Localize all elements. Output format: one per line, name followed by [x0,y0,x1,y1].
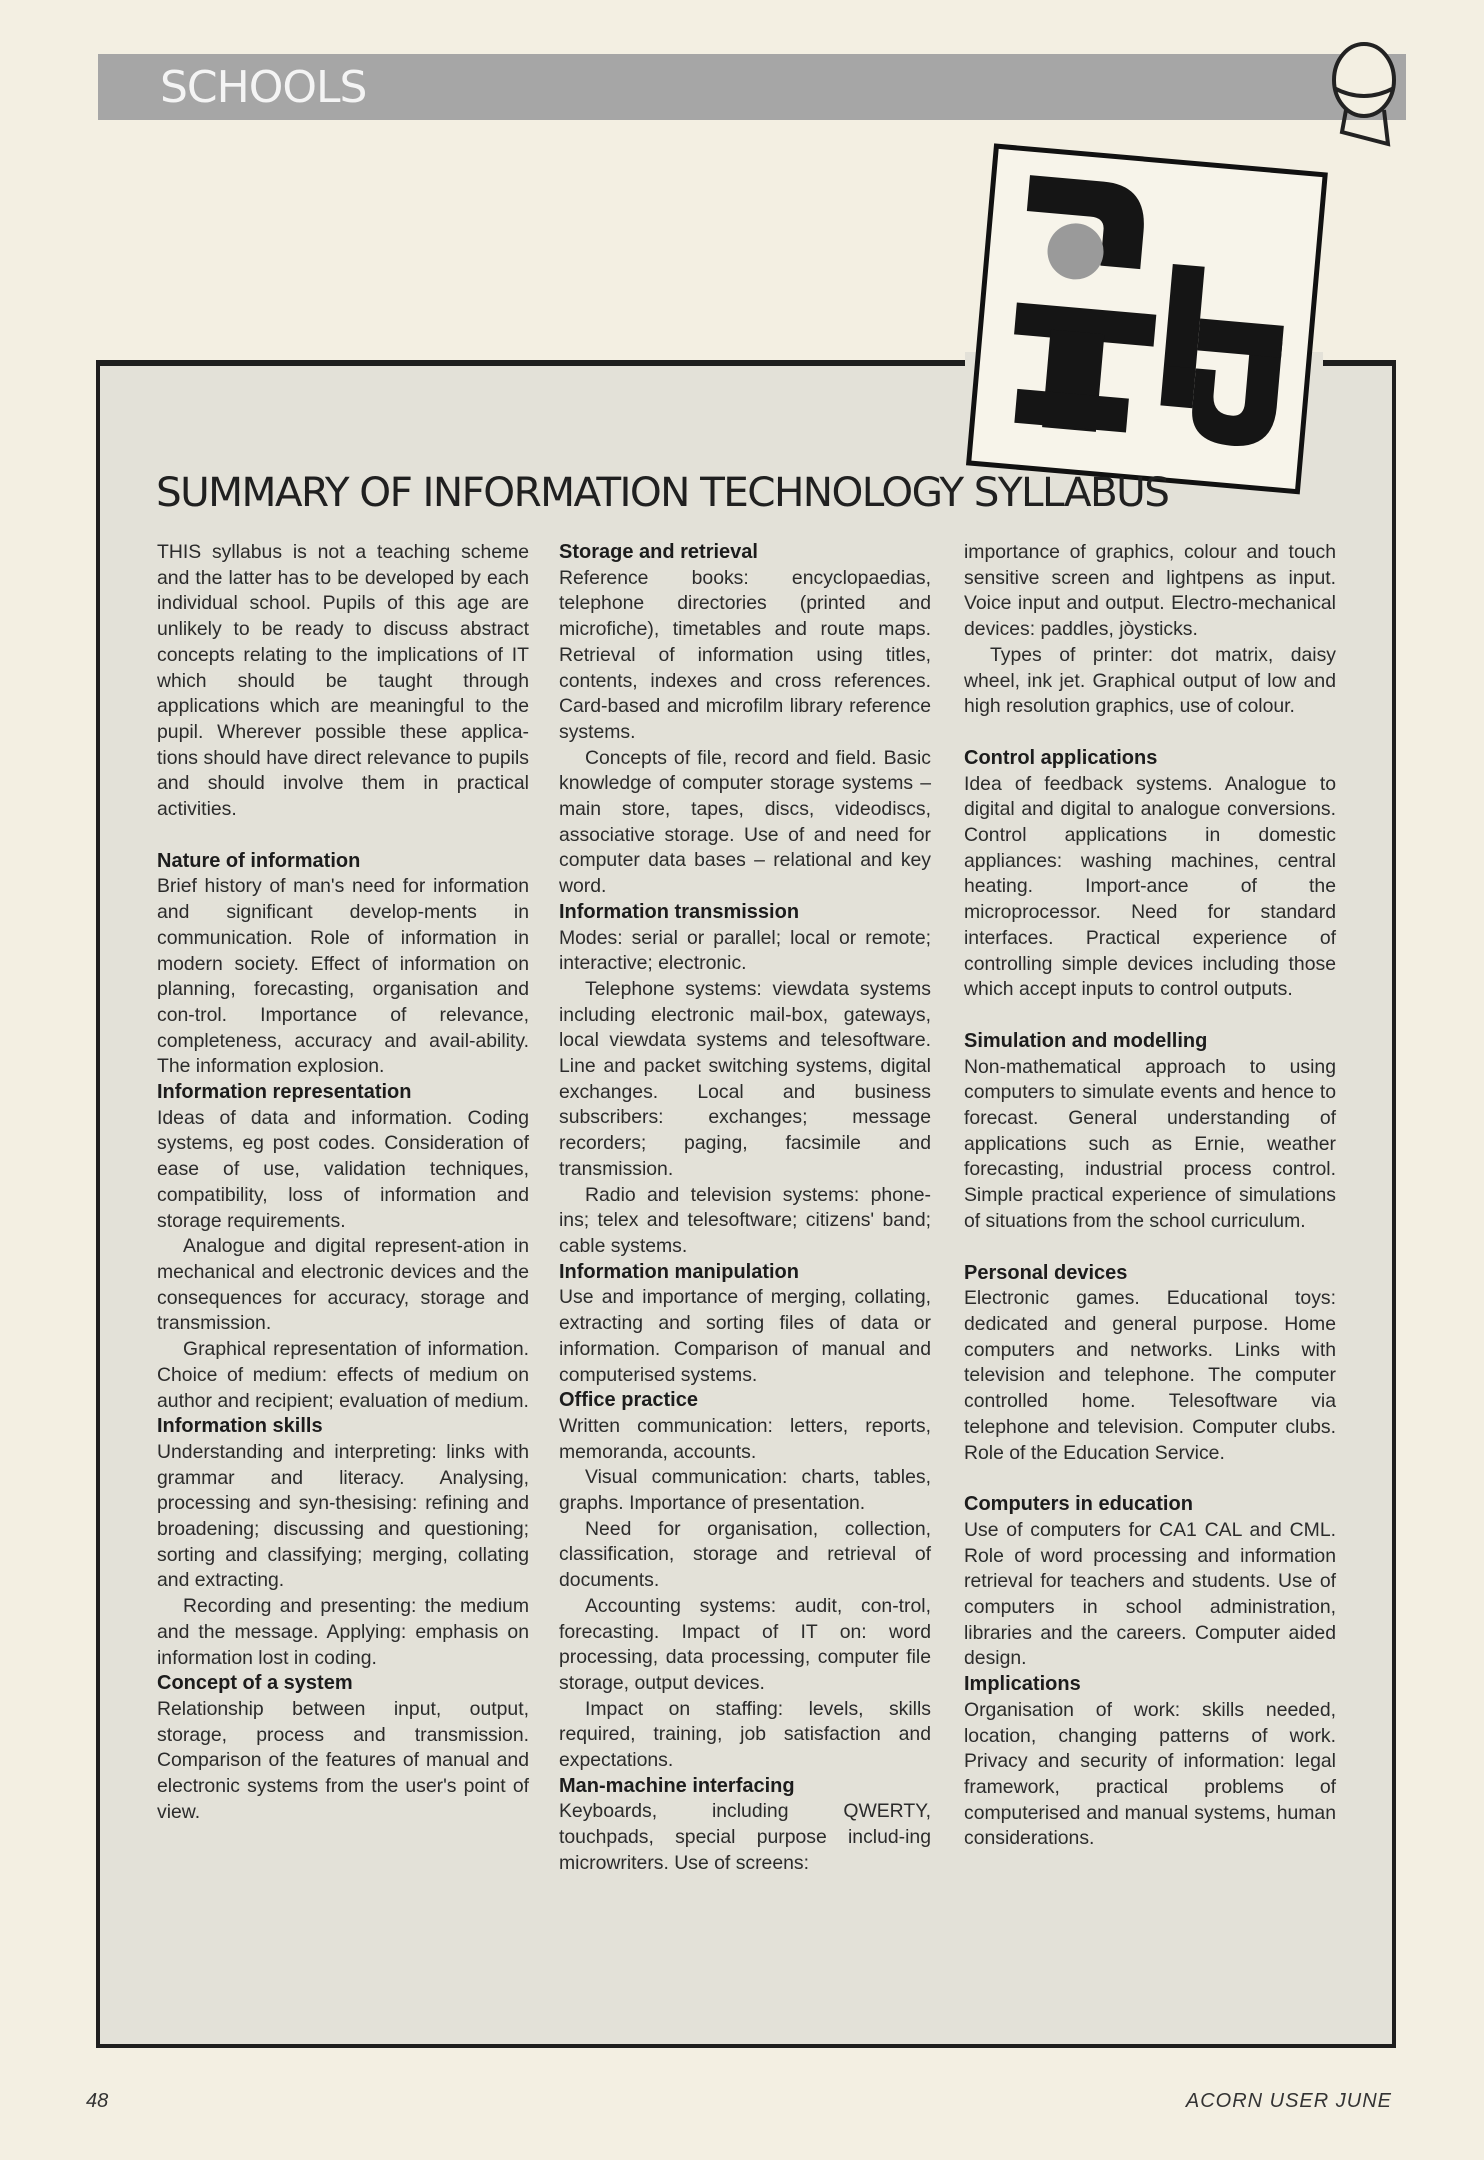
section-heading: Simulation and modelling [964,1029,1208,1052]
body-paragraph: Use of computers for CA1 CAL and CML. Role of word processing and information retrieval for teachers and students. Use of computers in school administration, libraries and the careers. Computer aided design. [964,1518,1336,1670]
section-heading: Concept of a system [157,1672,353,1695]
text-column-3 [964,540,1336,1852]
section-heading: Computers in education [964,1493,1193,1516]
section-heading: Implications [964,1673,1081,1696]
it-logo-icon [958,138,1338,498]
egg-cup-icon [1318,40,1410,152]
body-paragraph: Electronic games. Educational toys: dedicated and general purpose. Home computers and networks. Links with television and telephone. The computer controlled home. Telesoftware via telephone and television. Computer clubs. Role of the Education Service. [964,1287,1336,1464]
article-title: SUMMARY OF INFORMATION TECHNOLOGY SYLLABUS [156,468,1169,516]
body-paragraph: Visual communication: charts, tables, graphs. Importance of presentation. [559,1466,931,1515]
body-paragraph: Idea of feedback systems. Analogue to digital and digital to analogue conversions. Control applications in domestic appliances: washing machines, central heating. Import-ance of the microprocessor. Need for standard interfaces. Practical experience of controlling simple devices including those which accept inputs to control outputs. [964,772,1336,1001]
body-paragraph: Types of printer: dot matrix, daisy wheel, ink jet. Graphical output of low and high resolution graphics, use of colour. [964,643,1336,718]
body-paragraph: importance of graphics, colour and touch sensitive screen and lightpens as input. Voice input and output. Electro-mechanical devices: paddles, jòysticks. [964,541,1336,641]
section-heading: Nature of information [157,849,361,872]
body-paragraph: Non-mathematical approach to using computers to simulate events and hence to forecast. General understanding of applications such as Ernie, weather forecasting, industrial process control. Simple practical experience of simulations of situations from the school curriculum. [964,1055,1336,1232]
section-heading: Information skills [157,1415,323,1438]
body-paragraph: Relationship between input, output, storage, process and transmission. Comparison of the features of manual and electronic systems from the user's point of view. [157,1697,529,1823]
body-paragraph: Modes: serial or parallel; local or remote; interactive; electronic. [559,926,931,975]
body-paragraph: Recording and presenting: the medium and the message. Applying: emphasis on information lost in coding. [157,1595,529,1669]
body-paragraph: Ideas of data and information. Coding systems, eg post codes. Consideration of ease of use, validation techniques, compatibility, loss of information and storage requirements. [157,1106,529,1232]
body-paragraph: Written communication: letters, reports, memoranda, accounts. [559,1414,931,1463]
publication-name: ACORN USER JUNE [1185,2090,1392,2112]
section-heading: Information transmission [559,900,800,923]
body-paragraph: Telephone systems: viewdata systems including electronic mail-box, gateways, local viewdata systems and telesoftware. Line and packet switching systems, digital exchanges. Local and business subscribers: exchanges; message recorders; paging, facsimile and transmission. [559,977,931,1180]
page-number: 48 [86,2090,109,2112]
body-paragraph: Keyboards, including QWERTY, touchpads, special purpose includ-ing microwriters. Use of screens: [559,1800,931,1874]
body-paragraph: Understanding and interpreting: links with grammar and literacy. Analysing, processing and syn-thesising: refining and broadening; discussing and questioning; sorting and classifying; merging, collating and extracting. [157,1440,529,1592]
section-heading: Control applications [964,746,1158,769]
section-heading: Storage and retrieval [559,541,758,563]
section-heading: Office practice [559,1389,698,1412]
text-column-1 [157,540,529,1825]
section-heading: Man-machine interfacing [559,1774,795,1797]
body-paragraph: Analogue and digital represent-ation in mechanical and electronic devices and the consequences for accuracy, storage and transmission. [157,1235,529,1335]
body-paragraph: Brief history of man's need for information and significant develop-ments in communication. Role of information in modern society. Effect of information on planning, forecasting, organisation and con-trol. Importance of relevance, completeness, accuracy and avail-ability. The information explosion. [157,875,529,1078]
section-heading: Personal devices [964,1261,1128,1284]
section-header-bar [98,54,1406,120]
body-paragraph: Concepts of file, record and field. Basic knowledge of computer storage systems – main store, tapes, discs, videodiscs, associative storage. Use of and need for computer data bases – relational and key word. [559,746,931,898]
section-title: SCHOOLS [160,62,367,113]
body-paragraph: Use and importance of merging, collating, extracting and sorting files of data or information. Comparison of manual and computerised systems. [559,1286,931,1386]
body-paragraph: Radio and television systems: phone-ins; telex and telesoftware; citizens' band; cable systems. [559,1183,931,1257]
body-paragraph: Impact on staffing: levels, skills required, training, job satisfaction and expectations. [559,1697,931,1772]
section-heading: Information manipulation [559,1260,799,1283]
body-paragraph: Graphical representation of information. Choice of medium: effects of medium on author and recipient; evaluation of medium. [157,1338,529,1412]
section-heading: Information representation [157,1081,412,1104]
body-paragraph: Organisation of work: skills needed, location, changing patterns of work. Privacy and security of information: legal framework, practical problems of computerised and manual systems, human considerations. [964,1698,1336,1850]
body-paragraph: Need for organisation, collection, classification, storage and retrieval of documents. [559,1517,931,1592]
body-paragraph: THIS syllabus is not a teaching scheme and the latter has to be developed by each individual school. Pupils of this age are unlikely to be ready to discuss abstract concepts relating to the implications of IT which should be taught through applications which are meaningful to the pupil. Wherever possible these applica-tions should have direct relevance to pupils and should involve them in practical activities. [157,541,529,821]
text-column-2 [559,540,931,1877]
body-paragraph: Accounting systems: audit, con-trol, forecasting. Impact of IT on: word processing, data processing, computer file storage, output devices. [559,1594,931,1694]
body-paragraph: Reference books: encyclopaedias, telephone directories (printed and microfiche), timetables and route maps. Retrieval of information using titles, contents, indexes and cross references. Card-based and microfilm library reference systems. [559,566,931,743]
